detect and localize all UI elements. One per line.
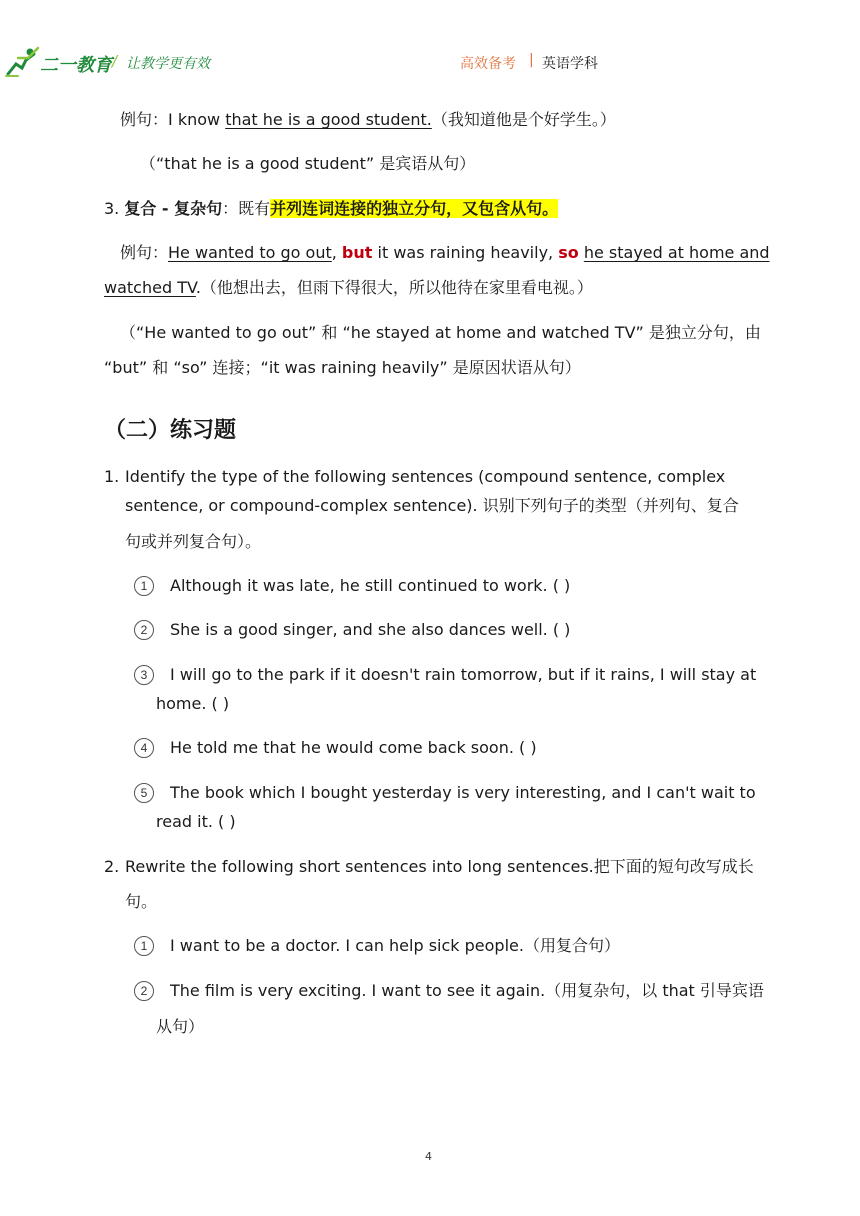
example-sentence-1 [120, 109, 616, 131]
section-title: （二）练习题 [104, 418, 237, 443]
text-fragment: , [331, 243, 342, 262]
circled-number: 1 [134, 576, 154, 596]
conjunction-but: but [341, 243, 373, 262]
example-note-2-line1: （“He wanted to go out” 和 “he stayed at home and watched TV” 是独立分句，由 [120, 323, 761, 342]
conjunction-so: so [558, 243, 579, 262]
brand-name: 二一教育 [40, 55, 112, 76]
underlined-clause: watched TV [104, 278, 196, 297]
exam-label: 高效备考 [460, 56, 516, 72]
underlined-clause: He wanted to go out [168, 243, 332, 262]
circled-number: 4 [134, 738, 154, 758]
question-1-text-3: 句或并列复合句）。 [125, 532, 262, 551]
list-item-cont: home. ( ) [156, 694, 230, 713]
underlined-clause: he stayed at home and [583, 243, 770, 262]
circled-number: 2 [134, 620, 154, 640]
example-text: I know [168, 110, 226, 129]
question-1-line1 [104, 466, 119, 488]
page-number: 4 [425, 1150, 432, 1163]
question-1-text-1: Identify the type of the following sentences (compound sentence, complex [125, 467, 726, 486]
subject-label: 英语学科 [542, 56, 598, 72]
list-item-cont: read it. ( ) [156, 812, 236, 831]
list-item-cont: 从句） [156, 1017, 205, 1036]
example-prefix: 例句： [120, 243, 169, 262]
example-prefix: 例句： [120, 110, 169, 129]
text-fragment: it was raining heavily, [372, 243, 559, 262]
question-2-text-1: Rewrite the following short sentences into long sentences.把下面的短句改写成长 [125, 857, 754, 876]
circled-number: 2 [134, 981, 154, 1001]
example-sentence-2-cont [104, 277, 593, 299]
slogan: 让教学更有效 [126, 56, 210, 72]
translation: .（他想出去，但雨下得很大，所以他待在家里看电视。） [195, 278, 593, 297]
highlighted-definition: 并列连词连接的独立分句，又包含从句。 [270, 199, 559, 218]
question-1-text-2: sentence, or compound-complex sentence). 识别下列句子的类型（并列句、复合 [125, 496, 739, 515]
translation: （我知道他是个好学生。） [431, 110, 616, 129]
header-separator: | [529, 52, 534, 68]
example-note-2-line2: “but” 和 “so” 连接；“it was raining heavily” 是原因状语从句） [104, 358, 581, 377]
item-number: 3. [104, 199, 120, 218]
circled-number: 3 [134, 665, 154, 685]
example-note-1: （“that he is a good student” 是宾语从句） [140, 154, 476, 173]
list-item: Although it was late, he still continued to work. ( ) [170, 576, 571, 595]
circled-number: 5 [134, 783, 154, 803]
definition-lead: ：既有 [222, 199, 271, 218]
example-sentence-2 [120, 242, 770, 264]
underlined-clause: that he is a good student. [225, 110, 432, 129]
definition-item-3 [104, 198, 558, 220]
list-item: The book which I bought yesterday is very interesting, and I can't wait to [170, 783, 756, 802]
question-number: 1. [104, 467, 120, 486]
header-divider-slash: / [112, 52, 118, 70]
question-2-text-2: 句。 [125, 892, 158, 911]
list-item: The film is very exciting. I want to see it again.（用复杂句，以 that 引导宾语 [170, 981, 764, 1000]
list-item: I want to be a doctor. I can help sick people.（用复合句） [170, 936, 620, 955]
runner-logo-icon [4, 44, 42, 78]
question-2-number: 2. [104, 857, 120, 876]
list-item: I will go to the park if it doesn't rain tomorrow, but if it rains, I will stay at [170, 665, 757, 684]
circled-number: 1 [134, 936, 154, 956]
list-item: She is a good singer, and she also dances well. ( ) [170, 620, 571, 639]
term: 复合 - 复杂句 [124, 199, 223, 218]
list-item: He told me that he would come back soon. ( ) [170, 738, 537, 757]
